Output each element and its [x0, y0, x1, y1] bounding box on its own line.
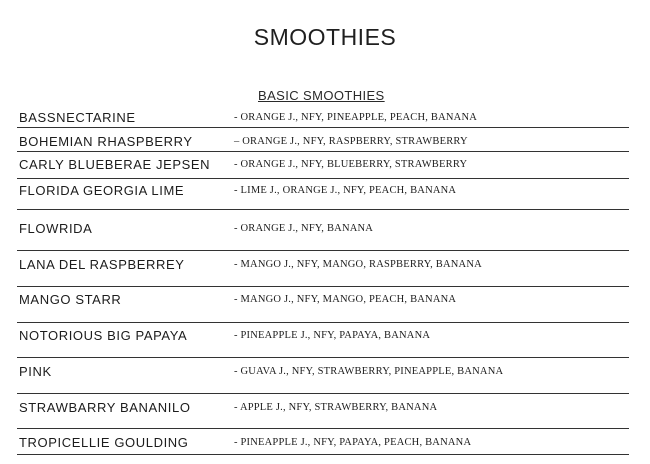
- smoothie-ingredients: - ORANGE J., NFY, PINEAPPLE, PEACH, BANANA: [234, 112, 478, 123]
- row-divider: [17, 357, 629, 358]
- section-heading: BASIC SMOOTHIES: [258, 88, 385, 103]
- smoothie-ingredients: - APPLE J., NFY, STRAWBERRY, BANANA: [234, 402, 438, 413]
- row-divider: [17, 322, 629, 323]
- smoothie-name: FLOWRIDA: [19, 221, 93, 236]
- row-divider: [17, 286, 629, 287]
- smoothie-name: MANGO STARR: [19, 292, 122, 307]
- row-divider: [17, 454, 629, 455]
- smoothie-name: PINK: [19, 364, 52, 379]
- smoothie-ingredients: - ORANGE J., NFY, BANANA: [234, 223, 374, 234]
- smoothie-ingredients: - PINEAPPLE J., NFY, PAPAYA, BANANA: [234, 330, 431, 341]
- row-divider: [17, 428, 629, 429]
- row-divider: [17, 151, 629, 152]
- row-divider: [17, 209, 629, 210]
- smoothie-ingredients: - LIME J., ORANGE J., NFY, PEACH, BANANA: [234, 185, 457, 196]
- smoothie-ingredients: - ORANGE J., NFY, BLUEBERRY, STRAWBERRY: [234, 159, 468, 170]
- smoothie-ingredients: - PINEAPPLE J., NFY, PAPAYA, PEACH, BANANA: [234, 437, 472, 448]
- smoothie-name: STRAWBARRY BANANILO: [19, 400, 191, 415]
- smoothie-ingredients: - MANGO J., NFY, MANGO, RASPBERRY, BANANA: [234, 259, 482, 270]
- smoothie-name: BOHEMIAN RHASPBERRY: [19, 134, 193, 149]
- smoothie-ingredients: – ORANGE J., NFY, RASPBERRY, STRAWBERRY: [234, 136, 468, 147]
- smoothie-name: TROPICELLIE GOULDING: [19, 435, 189, 450]
- smoothie-name: BASSNECTARINE: [19, 110, 136, 125]
- row-divider: [17, 250, 629, 251]
- page-title: SMOOTHIES: [253, 24, 397, 50]
- smoothie-name: CARLY BLUEBERAE JEPSEN: [19, 157, 211, 172]
- smoothie-name: FLORIDA GEORGIA LIME: [19, 183, 185, 198]
- smoothie-name: LANA DEL RASPBERREY: [19, 257, 185, 272]
- row-divider: [17, 393, 629, 394]
- row-divider: [17, 178, 629, 179]
- row-divider: [17, 127, 629, 128]
- smoothie-name: NOTORIOUS BIG PAPAYA: [19, 328, 188, 343]
- smoothie-ingredients: - MANGO J., NFY, MANGO, PEACH, BANANA: [234, 294, 457, 305]
- smoothie-ingredients: - GUAVA J., NFY, STRAWBERRY, PINEAPPLE, BANANA: [234, 366, 504, 377]
